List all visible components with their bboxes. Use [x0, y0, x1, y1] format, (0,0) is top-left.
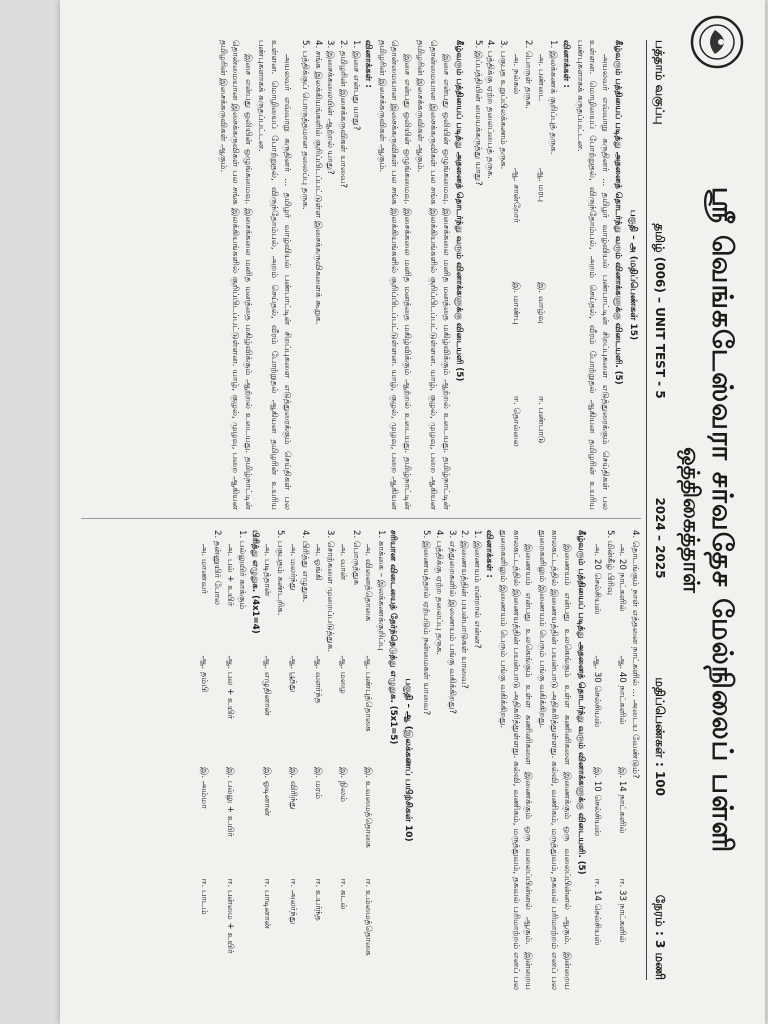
- option-item: அ. 20 செல்சியஸ்: [592, 544, 603, 615]
- option-list: [311, 530, 324, 990]
- question-item: 2. பொருள் தருக.: [523, 40, 534, 109]
- question-item: 4. பத்திக்கு ஏற்ற தலைப்பைத் தருக.: [485, 40, 496, 179]
- passage-instruction: கீழ்வரும் பத்தியைப் படித்து அதனைத் தொடர்ந்து வரும் வினாக்களுக்கு விடையளி (5): [454, 40, 465, 382]
- passage-text: இசை என்பது ஒலியின் ஒழுங்கமைவு. இசைக்கலை மனித மனத்தை மகிழ்விக்கும் ஆற்றல் உடையது. தமிழ்நாட்டின் தொன்மையான இசைக்கருவிகள் பல சங்க இலக்கியங்களில் குறிப்பிடப்பட்டுள்ளன. யாழ், குழல், முழவு, பறை ஆகியன தமிழரின் இசைக்கருவிகள் ஆகும்.: [376, 40, 412, 510]
- school-logo-icon: [689, 14, 745, 70]
- option-list: [261, 530, 274, 990]
- option-item: ஈ. 14 செல்சியஸ்: [592, 878, 603, 946]
- option-item: ஈ. 33 நாட்களில்: [617, 878, 628, 943]
- option-list: [198, 530, 211, 990]
- option-item: ஆ. 30 செல்சியஸ்: [592, 655, 603, 728]
- option-item: இ. வாழ்வு: [535, 282, 546, 324]
- option-item: ஈ. உம்மைத்தொகை: [363, 878, 374, 956]
- option-item: ஈ. அலர்ந்து: [287, 878, 298, 925]
- question-item: 1. பல்லுயிர் காக்கும்: [237, 530, 248, 610]
- option-item: அ. ஓங்கி: [312, 544, 323, 581]
- question-item: 1. இலக்கணக் குறிப்புத் தருக.: [548, 40, 559, 155]
- exam-info-row: [646, 40, 667, 980]
- section-instruction: பிரித்து எழுதுக. (4x1=4): [249, 530, 260, 634]
- question-item: 3. இசைக்கலையின் ஆற்றல் யாது?: [325, 40, 336, 175]
- question-item: 5. மின்கீழ் பிரிவு: [604, 530, 615, 596]
- option-item: ஆ. பல + உயிர்: [224, 655, 235, 720]
- option-item: அ. படித்தான்: [262, 544, 273, 597]
- question-item: 3. சொற்களை முறைப்படுத்துக.: [325, 530, 336, 653]
- question-item: 4. பத்திக்கு ஏற்ற தலைப்பு தருக.: [434, 530, 445, 656]
- option-item: இ. 14 நாட்களில்: [617, 767, 628, 834]
- option-item: ஆ. வளர்ந்த: [312, 655, 323, 704]
- option-item: ஈ. உயர்ந்த: [312, 878, 323, 921]
- option-list: [286, 530, 299, 990]
- option-item: இ. மரம்: [312, 767, 323, 800]
- questions-label: வினாக்கள் :: [561, 40, 572, 88]
- option-item: ஆ. எழுதினான்: [262, 655, 273, 716]
- option-item: இ. மாண்பு: [510, 282, 521, 325]
- passage-text: அயலவர் எவ்வாறு கருதினர் ... தமிழர் வாழ்வியல் பண்பாட்டின் சிறப்புகளை எடுத்துரைக்கும் செய்திகள் பல உள்ளன. மொழியைப் போற்றுதல், விருந்தோம்பல், அறம் செய்தல், வீரம் போற்றுதல் ஆகியன தமிழரின் உயரிய பண்புகளாகக் கருதப்பட்டன.: [256, 40, 292, 510]
- question-item: 4. தொடங்கும் நாள் எத்தனை நாட்களில் ... அடைய வேண்டும்?: [630, 530, 640, 779]
- passage-text: இசை என்பது ஒலியின் ஒழுங்கமைவு. இசைக்கலை மனித மனத்தை மகிழ்விக்கும் ஆற்றல் உடையது. தமிழ்நாட்டின் தொன்மையான இசைக்கருவிகள் பல சங்க இலக்கியங்களில் குறிப்பிடப்பட்டுள்ளன. யாழ், குழல், முழவு, பறை ஆகியன தமிழரின் இசைக்கருவிகள் ஆகும்.: [415, 40, 451, 510]
- right-column: [66, 530, 641, 990]
- option-item: ஈ. பண்பாடு: [535, 396, 546, 444]
- question-item: 5. இணையத்தால் ஏற்படும் நன்மைகள் யாவை?: [421, 530, 432, 716]
- option-item: ஈ. பாடினான்: [262, 878, 273, 929]
- option-item: அ. மலர்ந்து: [287, 544, 298, 591]
- option-item: அ. பல் + உயிர்: [224, 544, 235, 607]
- option-item: இ. அம்மா: [199, 767, 210, 809]
- option-item: ஆ. மரபு: [535, 168, 546, 203]
- question-item: 1. இணையம் என்றால் என்ன?: [471, 530, 482, 649]
- total-marks: மதிப்பெண்கள் : 100: [653, 677, 667, 796]
- option-item: இ. உவமைத்தொகை: [363, 767, 374, 848]
- question-item: 2. இணையத்தின் பயன்பாடுகள் யாவை?: [459, 530, 470, 689]
- option-list: [509, 40, 522, 510]
- questions-label: வினாக்கள் :: [484, 530, 495, 578]
- part-a-heading: பகுதி – அ (மதிப்பெண்கள் 15): [628, 209, 638, 341]
- class-label: பத்தாம் வகுப்பு: [653, 40, 667, 125]
- option-item: ஆ. சான்றோர்: [510, 168, 521, 223]
- section-instruction: சரியான விடையைத் தேர்ந்தெடுத்து எழுதுக. (5x1=5): [388, 530, 399, 745]
- left-column: [66, 40, 641, 510]
- option-item: அ. மாணவர்: [199, 544, 210, 595]
- option-item: ஈ. பன்மை + உயிர்: [224, 878, 235, 954]
- option-item: அ. 20 நாட்களில்: [617, 544, 628, 612]
- question-item: 2. பொருத்துக: [350, 530, 361, 586]
- option-item: ஆ. பூத்து: [287, 655, 298, 693]
- question-item: 1. காக்கை – இலக்கணக்குறிப்பு: [375, 530, 386, 651]
- rotated-page-content: [60, 0, 765, 1024]
- option-item: அ. பண்டை: [535, 54, 546, 102]
- option-item: ஈ. பாடம்: [199, 878, 210, 915]
- passage-text: இணையம் என்பது உலகெங்கும் உள்ள கணினிகளை இணைக்கும் ஒரு வலைப்பின்னல் ஆகும். இன்றைய காலகட்டத்தில் இணையத்தின் பயன்பாடு அதிகரித்துள்ளது. கல்வி, வணிகம், மருத்துவம், தகவல் பரிமாற்றம் எனப் பல துறைகளிலும் இணையம் பெரும் பங்கு வகிக்கிறது.: [498, 530, 534, 990]
- option-item: ஆ. பண்புத்தொகை: [363, 655, 374, 732]
- exam-paper: [60, 0, 765, 1024]
- question-item: 1. இசை என்பது யாது?: [350, 40, 361, 131]
- exam-title: ஒத்திகைத்தாள்: [678, 447, 703, 593]
- question-item: 3. எத்துறைகளில் இணையம் பங்கு வகிக்கிறது?: [446, 530, 457, 714]
- option-list: [616, 530, 629, 990]
- passage-text: அயலவர் எவ்வாறு கருதினர் ... தமிழர் வாழ்வியல் பண்பாட்டின் சிறப்புகளை எடுத்துரைக்கும் செய்திகள் பல உள்ளன. மொழியைப் போற்றுதல், விருந்தோம்பல், அறம் செய்தல், வீரம் போற்றுதல் ஆகியன தமிழரின் உயரிய பண்புகளாகக் கருதப்பட்டன.: [574, 40, 610, 510]
- exam-duration: நேரம் : 3 மணி: [653, 894, 667, 980]
- option-list: [336, 530, 349, 990]
- passage-text: இணையம் என்பது உலகெங்கும் உள்ள கணினிகளை இணைக்கும் ஒரு வலைப்பின்னல் ஆகும். இன்றைய காலகட்டத்தில் இணையத்தின் பயன்பாடு அதிகரித்துள்ளது. கல்வி, வணிகம், மருத்துவம், தகவல் பரிமாற்றம் எனப் பல துறைகளிலும் இணையம் பெரும் பங்கு வகிக்கிறது.: [536, 530, 573, 990]
- option-item: இ. ஓடினான்: [262, 767, 273, 817]
- question-item: 5. பகுபதம் கண்டறிக.: [274, 530, 285, 616]
- question-item: 4. சங்க இலக்கியங்களில் குறிப்பிடப்பட்டுள்ள இசைக்கருவிகளைக் கூறுக.: [312, 40, 323, 325]
- option-item: அ. வான்: [337, 544, 348, 581]
- question-item: 3. பகுபத உறுப்பிலக்கணம் தருக.: [498, 40, 509, 170]
- option-item: ஆ. தம்பி: [199, 655, 210, 693]
- option-list: [223, 530, 236, 990]
- passage-instruction: கீழ்வரும் பத்தியைப் படித்து அதனைத் தொடர்ந்து வரும் வினாக்களுக்கு விடையளி. (5): [613, 40, 624, 385]
- option-item: ஈ. கடல்: [337, 878, 348, 910]
- passage-instruction: கீழ்வரும் பத்தியைப் படித்து அதனைத் தொடர்ந்து வரும் வினாக்களுக்கு விடையளி. (5): [575, 530, 586, 875]
- option-item: இ. 10 செல்சியஸ்: [592, 767, 603, 837]
- option-item: ஆ. 40 நாட்களில்: [617, 655, 628, 725]
- option-item: இ. விரிந்து: [287, 767, 298, 810]
- option-item: இ. பல்லு + உயிர்: [224, 767, 235, 837]
- question-item: 2. தமிழரின் இசைக்கருவிகள் யாவை?: [337, 40, 348, 188]
- questions-label: வினாக்கள் :: [363, 40, 374, 88]
- part-b-heading: பகுதி – ஆ (இலக்கணப் பயிற்சிகள் 10): [402, 678, 413, 842]
- option-list: [591, 530, 604, 990]
- question-item: 4. பிரித்து எழுதுக.: [300, 530, 311, 603]
- option-list: [534, 40, 547, 510]
- question-item: 5. இப்பத்தியின் மையக்கருத்து யாது?: [472, 40, 483, 186]
- subject-label: தமிழ் (006) – UNIT TEST - 5: [653, 223, 667, 399]
- option-item: அ. வினைத்தொகை: [363, 544, 374, 622]
- school-name: ஸ்ரீ வெங்கடேஸ்வரா சர்வதேச மேல்நிலைப் பள்ளி: [706, 186, 739, 854]
- question-item: 2. தன்னுயிர் போல: [212, 530, 222, 605]
- column-divider: [81, 518, 641, 519]
- option-item: இ. நிலம்: [337, 767, 348, 802]
- option-item: அ. நல்கல்: [510, 54, 521, 95]
- question-item: 5. பத்திக்குப் பொருத்தமான தலைப்பு தருக.: [300, 40, 311, 210]
- academic-year: 2024 – 2025: [653, 497, 667, 579]
- option-item: ஈ. தொல்லை: [510, 396, 521, 447]
- option-list: [362, 530, 375, 990]
- passage-text: இசை என்பது ஒலியின் ஒழுங்கமைவு. இசைக்கலை மனித மனத்தை மகிழ்விக்கும் ஆற்றல் உடையது. தமிழ்நாட்டின் தொன்மையான இசைக்கருவிகள் பல சங்க இலக்கியங்களில் குறிப்பிடப்பட்டுள்ளன. யாழ், குழல், முழவு, பறை ஆகியன தமிழரின் இசைக்கருவிகள் ஆகும்.: [217, 40, 253, 510]
- option-item: ஆ. மழை: [337, 655, 348, 694]
